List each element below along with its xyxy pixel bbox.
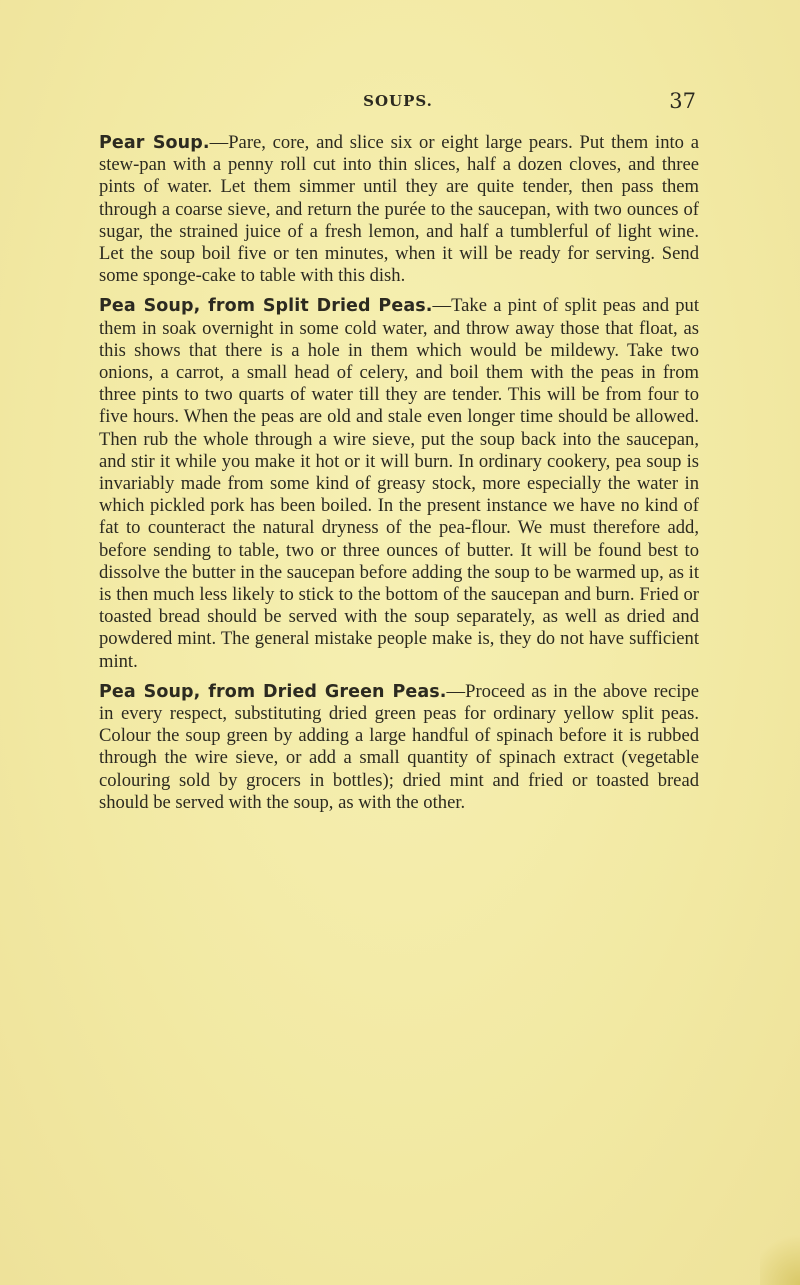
recipe-body: —Take a pint of split peas and put them in soak overnight in some cold water, and throw away those that float, as this shows that there is a hole in them which would be mildewy. Take two onions, a carrot, a small head of celery, and boil them with the peas in from three pints to two quarts of water till they are tender. This will be from four to five hours. When the peas are old and stale even longer time should be allowed. Then rub the whole through a wire sieve, put the soup back into the saucepan, and stir it while you make it hot or it will burn. In ordinary cookery, pea soup is invariably made from some kind of greasy stock, more especially the water in which pickled pork has been boiled. In the present instance we have no kind of fat to counteract the natural dryness of the pea-flour. We must therefore add, before sending to table, two or three ounces of butter. It will be found best to dissolve the butter in the saucepan before adding the soup to be warmed up, as it is then much less likely to stick to the bottom of the saucepan and burn. Fried or toasted bread should be served with the soup separately, as well as dried and powdered mint. The general mistake people make is, they do not have sufficient mint. [99,295,699,672]
page-header [100,89,696,116]
recipe-title: Pea Soup, from Dried Green Peas. [99,681,447,702]
running-title: SOUPS. [363,92,433,110]
page-content [99,132,699,822]
recipe-title: Pear Soup. [99,133,210,153]
page-number: 37 [669,89,696,113]
recipe-pea-soup-dried-green [99,681,699,814]
recipe-title: Pea Soup, from Split Dried Peas. [99,296,433,317]
recipe-body: —Pare, core, and slice six or eight large pears. Put them into a stew-pan with a penny roll cut into thin slices, half a dozen cloves, and three pints of water. Let them simmer until they are quite tender, then pass them through a coarse sieve, and return the purée to the saucepan, with two ounces of sugar, the strained juice of a fresh lemon, and half a tumblerful of light wine. Let the soup boil five or ten minutes, when it will be ready for serving. Send some sponge-cake to table with this dish. [99,132,699,287]
recipe-pea-soup-split-dried [99,295,699,672]
recipe-pear-soup [99,132,699,287]
page-stain [760,1225,800,1285]
recipe-body: —Proceed as in the above recipe in every respect, substituting dried green peas for ordinary yellow split peas. Colour the soup green by adding a large handful of spinach before it is rubbed through the wire sieve, or add a small quantity of spinach extract (vegetable colouring sold by grocers in bottles); dried mint and fried or toasted bread should be served with the soup, as with the other. [99,680,699,813]
